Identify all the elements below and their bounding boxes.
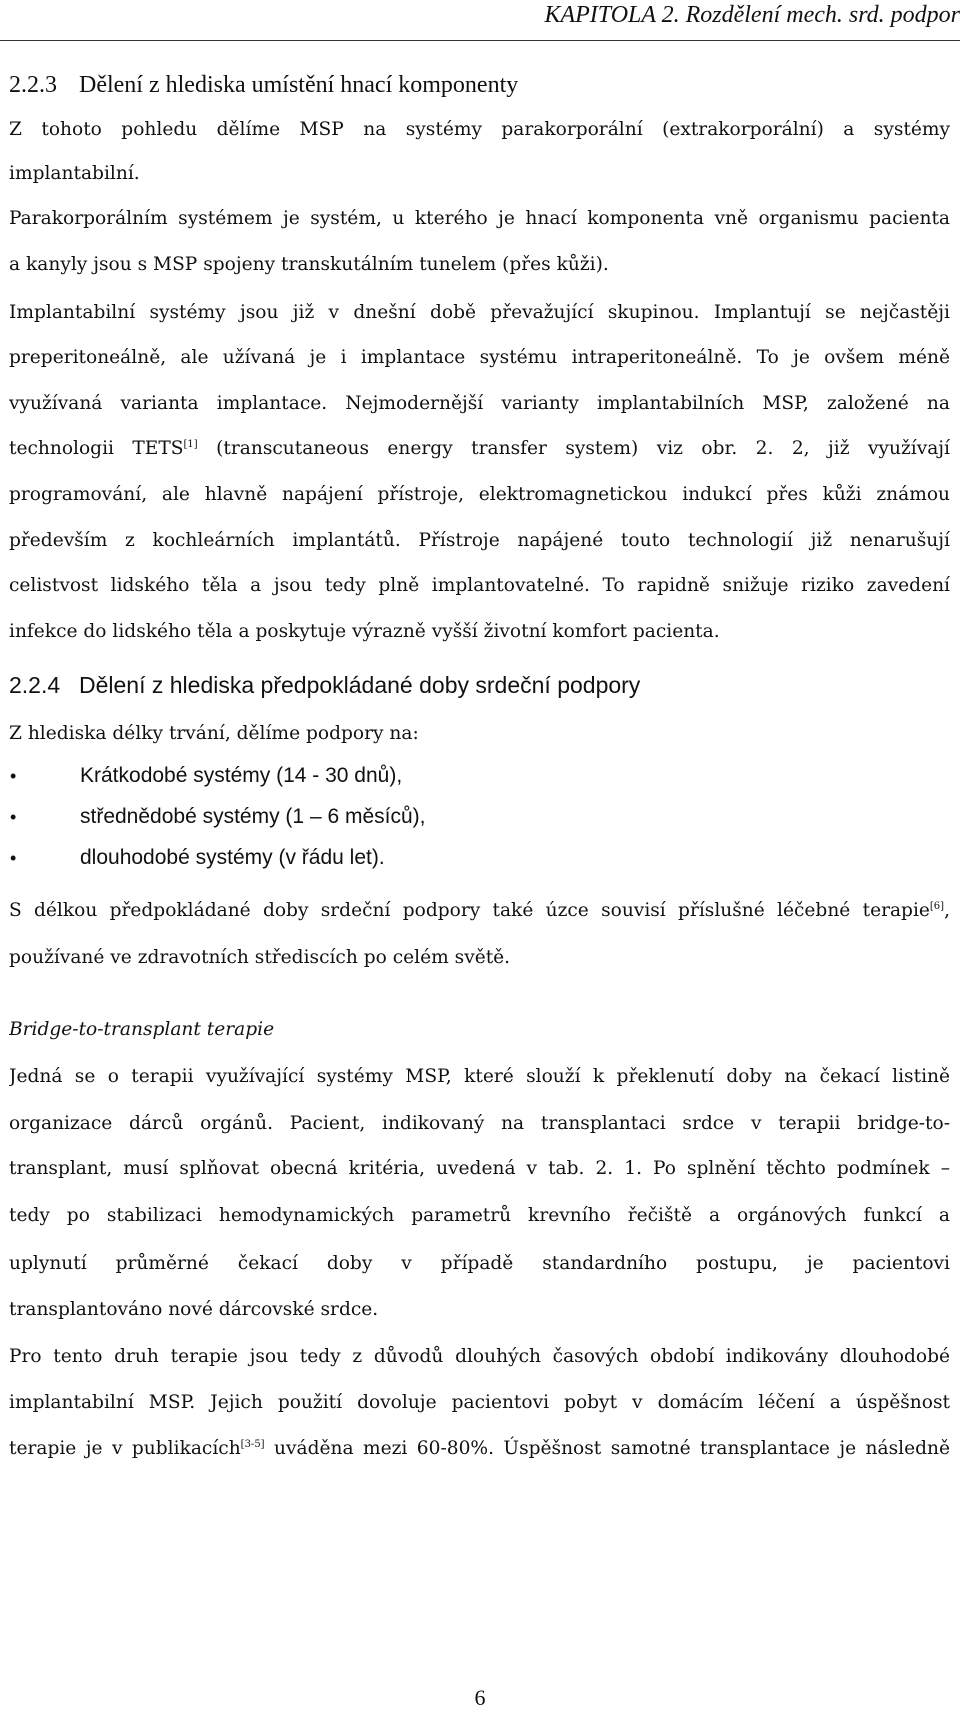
section-title: Dělení z hlediska předpokládané doby srdeční podpory	[79, 672, 641, 698]
bullet-icon: •	[10, 848, 17, 868]
paragraph-line: používané ve zdravotních střediscích po celém světě.	[9, 947, 511, 968]
section-number: 2.2.4	[9, 672, 61, 698]
citation-ref: [1]	[183, 438, 198, 450]
paragraph-line: Implantabilní systémy jsou již v dnešní době převažující skupinou. Implantují se nejčastěji	[9, 302, 950, 323]
list-item-text: dlouhodobé systémy (v řádu let).	[80, 846, 385, 869]
header-rule	[0, 40, 960, 41]
text-segment: uváděna mezi 60-80%. Úspěšnost samotné transplantace je následně	[264, 1438, 950, 1459]
list-item	[10, 838, 385, 878]
bullet-icon: •	[10, 766, 17, 786]
paragraph-line: Parakorporálním systémem je systém, u kterého je hnací komponenta vně organismu pacienta	[9, 208, 950, 229]
paragraph-line-with-citation	[9, 893, 950, 929]
paragraph-line: transplant, musí splňovat obecná kritéria, uvedená v tab. 2. 1. Po splnění těchto podmínek –	[9, 1158, 950, 1179]
list-item	[10, 797, 426, 837]
intro-line: Z hlediska délky trvání, dělíme podpory na:	[9, 723, 419, 744]
text-segment: ,	[944, 900, 950, 921]
paragraph-line-with-citation	[9, 1431, 950, 1467]
bullet-icon: •	[10, 807, 17, 827]
paragraph-line: implantabilní MSP. Jejich použití dovoluje pacientovi pobyt v domácím léčení a úspěšnost	[9, 1392, 950, 1413]
paragraph-line-with-citation	[9, 431, 950, 467]
list-item	[10, 756, 402, 796]
section-number: 2.2.3	[9, 72, 57, 98]
text-segment: S délkou předpokládané doby srdeční podpory také úzce souvisí příslušné léčebné terapie	[9, 900, 930, 921]
paragraph-line: a kanyly jsou s MSP spojeny transkutálním tunelem (přes kůži).	[9, 254, 609, 275]
paragraph-line: využívaná varianta implantace. Nejmodernější varianty implantabilních MSP, založené na	[9, 393, 950, 414]
citation-ref: [3-5]	[240, 1438, 265, 1450]
section-heading-2-2-3	[9, 65, 518, 105]
paragraph-line: Z tohoto pohledu dělíme MSP na systémy parakorporální (extrakorporální) a systémy	[9, 119, 950, 140]
paragraph-line: uplynutí průměrné čekací doby v případě standardního postupu, je pacientovi	[9, 1253, 950, 1274]
paragraph-line: infekce do lidského těla a poskytuje výrazně vyšší životní komfort pacienta.	[9, 621, 720, 642]
paragraph-line: preperitoneálně, ale užívaná je i implantace systému intraperitoneálně. To je ovšem méně	[9, 347, 950, 368]
list-item-text: Krátkodobé systémy (14 - 30 dnů),	[80, 764, 403, 787]
list-item-text: střednědobé systémy (1 – 6 měsíců),	[80, 805, 426, 828]
paragraph-line: Jedná se o terapii využívající systémy MSP, které slouží k překlenutí doby na čekací listině	[9, 1066, 950, 1087]
paragraph-line: Pro tento druh terapie jsou tedy z důvodů dlouhých časových období indikovány dlouhodobé	[9, 1346, 950, 1367]
page-number: 6	[474, 1685, 486, 1710]
paragraph-line: programování, ale hlavně napájení přístroje, elektromagnetickou indukcí přes kůži známou	[9, 484, 950, 505]
text-segment: technologii TETS	[9, 438, 184, 459]
paragraph-line: celistvost lidského těla a jsou tedy plně implantovatelné. To rapidně snižuje riziko zavedení	[9, 575, 950, 596]
paragraph-line: organizace dárců orgánů. Pacient, indikovaný na transplantaci srdce v terapii bridge-to-	[9, 1113, 950, 1134]
running-header: KAPITOLA 2. Rozdělení mech. srd. podpor	[544, 2, 960, 28]
paragraph-line: především z kochleárních implantátů. Přístroje napájené touto technologií již nenarušují	[9, 530, 950, 551]
paragraph-line: implantabilní.	[9, 163, 140, 184]
citation-ref: [6]	[929, 900, 945, 912]
section-title: Dělení z hlediska umístění hnací komponenty	[79, 72, 519, 98]
section-heading-2-2-4	[9, 665, 640, 705]
paragraph-line: tedy po stabilizaci hemodynamických parametrů krevního řečiště a orgánových funkcí a	[9, 1205, 950, 1226]
paragraph-line: transplantováno nové dárcovské srdce.	[9, 1299, 379, 1320]
text-segment: (transcutaneous energy transfer system) viz obr. 2. 2, již využívají	[197, 438, 950, 459]
text-segment: terapie je v publikacích	[9, 1438, 241, 1459]
subsection-heading: Bridge-to-transplant terapie	[9, 1019, 275, 1040]
